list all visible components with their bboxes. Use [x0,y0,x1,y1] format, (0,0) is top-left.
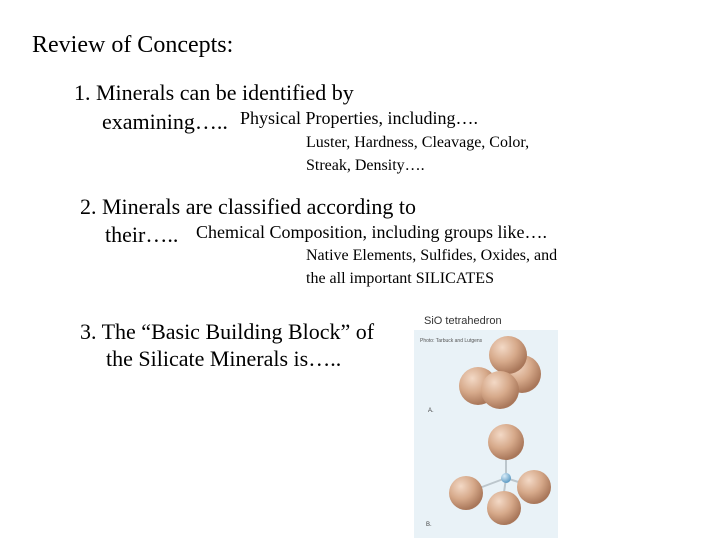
item1-detail-line2: Streak, Density…. [306,157,425,174]
silicon-sphere [501,473,511,483]
oxygen-sphere [481,371,519,409]
item3-line2: the Silicate Minerals is….. [106,346,342,371]
item2-line1: 2. Minerals are classified according to [80,194,416,219]
item2-detail-line1: Native Elements, Sulfides, Oxides, and [306,247,558,264]
tetrahedron-figure [414,312,558,538]
item3-line1: 3. The “Basic Building Block” of [80,319,375,344]
figure-panel [414,330,558,538]
item1-line2: examining….. [102,109,228,134]
figure-label-b: B. [426,522,432,528]
figure-title: SiO tetrahedron [424,315,502,327]
figure-caption: Photo: Tarbuck and Lutgens [420,338,483,344]
oxygen-sphere [489,336,527,374]
item2-line2: their….. [105,222,179,247]
oxygen-sphere [449,476,483,510]
item2-detail-line2: the all important SILICATES [306,270,494,287]
oxygen-sphere [517,470,551,504]
item1-detail-line1: Luster, Hardness, Cleavage, Color, [306,134,530,151]
slide-title: Review of Concepts: [32,32,234,58]
figure-label-a: A. [428,408,434,414]
item1-line1: 1. Minerals can be identified by [74,80,354,105]
item2-answer: Chemical Composition, including groups like…. [196,222,547,242]
item1-answer: Physical Properties, including…. [240,108,478,128]
oxygen-sphere [488,424,524,460]
oxygen-sphere [487,491,521,525]
